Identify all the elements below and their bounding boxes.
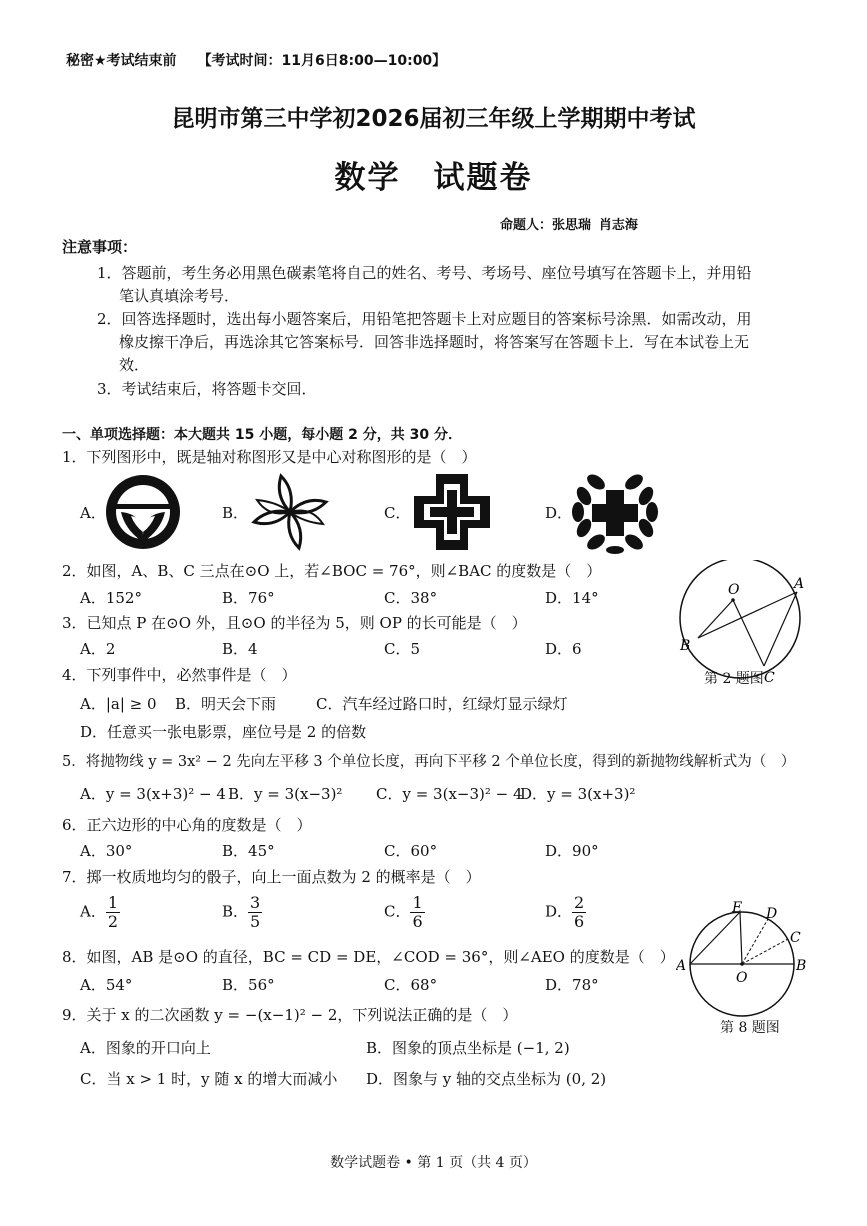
q5-option-d: D．y = 3(x+3)² [520, 785, 636, 803]
figure-8-caption: 第 8 题图 [720, 1020, 780, 1036]
exam-subtitle: 数学 试题卷 [334, 160, 533, 196]
q7-option-d: D． $\frac{2}{6}$ [545, 893, 585, 931]
q4-option-b: B．明天会下雨 [175, 695, 277, 713]
question-2-stem: 2．如图，A、B、C 三点在⊙O 上，若∠BOC = 76°，则∠BAC 的度数是（ ） [62, 562, 602, 580]
q1-option-d-label: D． [545, 504, 573, 522]
q2-option-a: A．152° [80, 589, 142, 607]
page-footer: 数学试题卷 • 第 1 页（共 4 页） [330, 1155, 537, 1171]
q8-option-d: D．78° [545, 976, 599, 994]
q9-option-c: C．当 x > 1 时，y 随 x 的增大而减小 [80, 1070, 338, 1088]
q7-option-c: C． $\frac{1}{6}$ [384, 893, 423, 931]
q6-option-b: B．45° [222, 842, 275, 860]
fig2-label-c: C [764, 670, 775, 686]
question-8-stem: 8．如图，AB 是⊙O 的直径，BC = CD = DE，∠COD = 36°，则∠AEO 的度数是（ ） [62, 948, 675, 966]
exam-time: 【考试时间：11月6日8:00—10:00】 [204, 53, 447, 69]
q2-option-b: B．76° [222, 589, 275, 607]
q1-option-b-pinwheel [245, 470, 335, 558]
fig2-label-a: A [794, 576, 805, 592]
q8-option-c: C．68° [384, 976, 438, 994]
q1-option-d-wreath-cross [570, 466, 660, 560]
q2-option-d: D．14° [545, 589, 599, 607]
question-5-stem: 5．将抛物线 y = 3x² − 2 先向左平移 3 个单位长度，再向下平移 2 个单位长度，得到的新抛物线解析式为（ ） [62, 754, 796, 770]
fig8-label-a: A [676, 958, 687, 974]
question-4-stem: 4．下列事件中，必然事件是（ ） [62, 666, 297, 684]
q7-option-b: B． $\frac{3}{5}$ [222, 893, 261, 931]
q3-option-c: C．5 [384, 640, 421, 658]
q3-option-b: B．4 [222, 640, 258, 658]
q1-option-c-label: C． [384, 504, 411, 522]
notice-item-1-cont: 笔认真填涂考号． [119, 287, 240, 305]
q5-option-c: C．y = 3(x−3)² − 4 [376, 785, 523, 803]
notice-item-2-cont: 橡皮擦干净后，再选涂其它答案标号．回答非选择题时，将答案写在答题卡上．写在本试卷上无 [119, 333, 750, 351]
section-heading: 一、单项选择题：本大题共 15 小题，每小题 2 分，共 30 分． [62, 427, 462, 443]
notice-heading: 注意事项： [62, 238, 138, 256]
q9-option-d: D．图象与 y 轴的交点坐标为 (0, 2) [366, 1070, 607, 1088]
q8-option-a: A．54° [80, 976, 133, 994]
question-3-stem: 3．已知点 P 在⊙O 外，且⊙O 的半径为 5，则 OP 的长可能是（ ） [62, 614, 527, 632]
fig8-label-e: E [732, 900, 743, 916]
q1-option-c-cross [410, 470, 494, 558]
question-7-stem: 7．掷一枚质地均匀的骰子，向上一面点数为 2 的概率是（ ） [62, 868, 481, 886]
q3-option-d: D．6 [545, 640, 582, 658]
q3-option-a: A．2 [80, 640, 116, 658]
q2-option-c: C．38° [384, 589, 438, 607]
q6-option-d: D．90° [545, 842, 599, 860]
notice-item-1: 1．答题前，考生务必用黑色碳素笔将自己的姓名、考号、考场号、座位号填写在答题卡上，并用铅 [97, 264, 752, 282]
q4-option-a: A．|a| ≥ 0 [80, 695, 157, 713]
q5-option-a: A．y = 3(x+3)² − 4 [80, 785, 226, 803]
confidential-label: 秘密★考试结束前 【考试时间：11月6日8:00—10:00】 [66, 53, 447, 69]
q4-option-c: C．汽车经过路口时，红绿灯显示绿灯 [316, 695, 568, 713]
fig2-label-o: O [728, 582, 740, 598]
fig8-label-b: B [796, 958, 807, 974]
question-1-stem: 1．下列图形中，既是轴对称图形又是中心对称图形的是（ ） [62, 448, 477, 466]
notice-item-2-cont2: 效． [119, 356, 150, 374]
fig8-label-d: D [766, 906, 778, 922]
notice-item-2: 2．回答选择题时，选出每小题答案后，用铅笔把答题卡上对应题目的答案标号涂黑．如需改动，用 [97, 310, 752, 328]
fig2-label-b: B [680, 638, 691, 654]
q1-option-b-label: B． [222, 504, 249, 522]
q9-option-a: A．图象的开口向上 [80, 1039, 211, 1057]
q6-option-a: A．30° [80, 842, 133, 860]
notice-item-3: 3．考试结束后，将答题卡交回． [97, 380, 317, 398]
exam-title: 昆明市第三中学初2026届初三年级上学期期中考试 [171, 106, 696, 132]
q7-option-a: A． $\frac{1}{2}$ [80, 893, 119, 931]
question-9-stem: 9．关于 x 的二次函数 y = −(x−1)² − 2，下列说法正确的是（ ） [62, 1006, 518, 1024]
fig8-label-o: O [736, 970, 748, 986]
q1-option-a-logo [103, 472, 183, 556]
q5-option-b: B．y = 3(x−3)² [228, 785, 343, 803]
question-setters: 命题人：张思瑞 肖志海 [500, 218, 638, 233]
figure-8 [676, 900, 816, 1022]
question-6-stem: 6．正六边形的中心角的度数是（ ） [62, 816, 312, 834]
q8-option-b: B．56° [222, 976, 275, 994]
q6-option-c: C．60° [384, 842, 438, 860]
q1-option-a-label: A． [80, 504, 106, 522]
figure-2-caption: 第 2 题图 [704, 671, 764, 687]
q4-option-d: D．任意买一张电影票，座位号是 2 的倍数 [80, 723, 367, 741]
q9-option-b: B．图象的顶点坐标是 (−1, 2) [366, 1039, 570, 1057]
fig8-label-c: C [790, 930, 801, 946]
